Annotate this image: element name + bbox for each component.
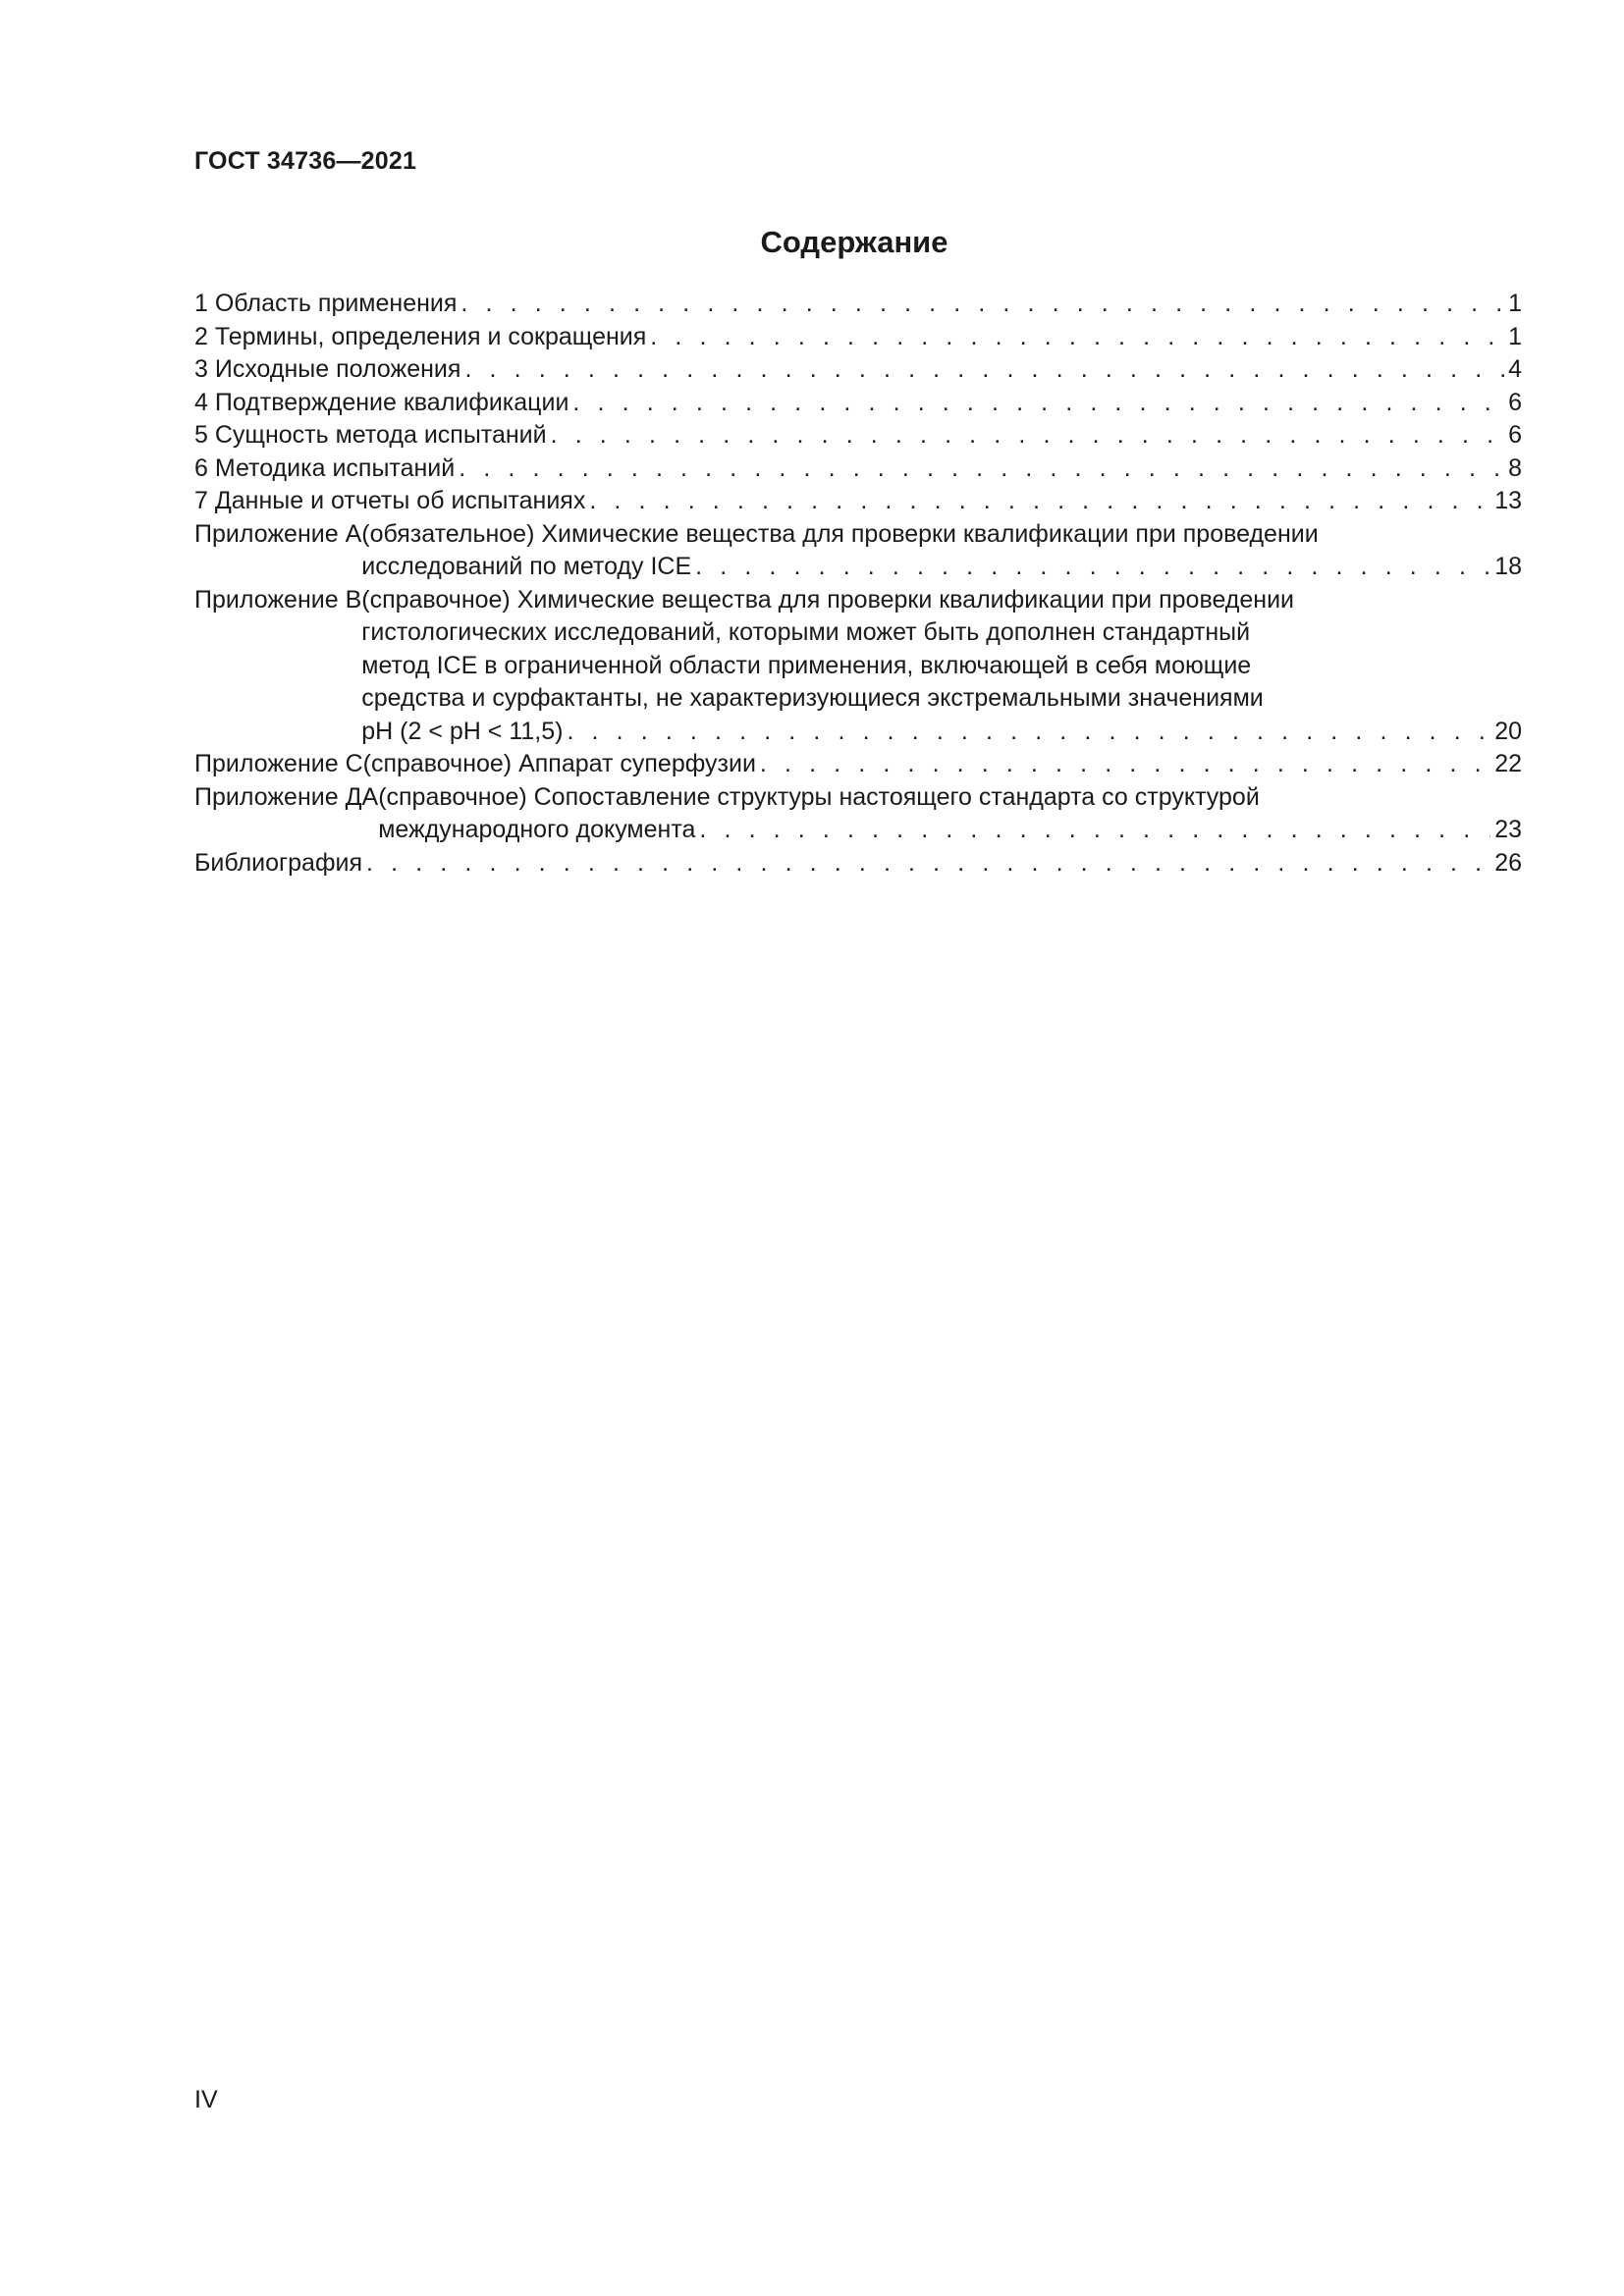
- toc-page-number: 1: [1508, 322, 1522, 350]
- toc-entry-body: [378, 781, 1522, 847]
- toc-entry-body: [194, 353, 1522, 387]
- dot-leader: [460, 288, 1504, 321]
- dot-leader: [567, 716, 1490, 749]
- dot-leader: [459, 453, 1504, 486]
- toc-entry-text: 2 Термины, определения и сокращения: [194, 322, 647, 350]
- toc-entry[interactable]: [194, 518, 1522, 584]
- toc-entry-last-line: [378, 814, 1522, 847]
- toc-entry-text: средства и сурфактанты, не характеризующиеся экстремальными значениями: [361, 684, 1264, 712]
- toc-page-number: 18: [1494, 553, 1522, 580]
- toc-entry-text: исследований по методу ICE: [361, 553, 692, 580]
- toc-entry-text: 3 Исходные положения: [194, 355, 461, 383]
- toc-entry-last-line: [194, 288, 1522, 321]
- toc-entry[interactable]: [194, 847, 1522, 881]
- toc-entry[interactable]: [194, 453, 1522, 486]
- toc-entry[interactable]: [194, 321, 1522, 354]
- toc-entry[interactable]: [194, 584, 1522, 749]
- toc-entry-last-line: [194, 387, 1522, 420]
- toc-entry-body: [194, 419, 1522, 453]
- toc-entry-label: Приложение А: [194, 519, 362, 548]
- toc-entry-text: 6 Методика испытаний: [194, 454, 456, 482]
- toc-entry-last-line: [361, 716, 1522, 749]
- dot-leader: [650, 321, 1504, 354]
- toc-entry-label: Приложение ДА: [194, 782, 379, 811]
- toc-entry-body: [194, 288, 1522, 321]
- toc-entry-last-line: [194, 453, 1522, 486]
- page-folio: IV: [194, 2086, 218, 2113]
- toc-entry-label: Приложение С: [194, 750, 363, 777]
- dot-leader: [464, 353, 1504, 387]
- toc-entry-body: [194, 847, 1522, 881]
- toc-entry-last-line: [194, 419, 1522, 453]
- toc-entry[interactable]: [194, 353, 1522, 387]
- dot-leader: [366, 847, 1490, 881]
- toc-entry[interactable]: [194, 781, 1522, 847]
- toc-entry[interactable]: [194, 387, 1522, 420]
- toc-entry-last-line: [194, 321, 1522, 354]
- toc-page-number: 26: [1494, 848, 1522, 877]
- toc-entry-last-line: [194, 847, 1522, 881]
- toc-page-number: 8: [1508, 454, 1522, 482]
- toc-entry-text: международного документа: [378, 816, 696, 843]
- toc-entry-last-line: [194, 353, 1522, 387]
- toc-entry-body: [361, 518, 1522, 584]
- toc-page-number: 23: [1494, 816, 1522, 843]
- toc-title: Содержание: [760, 225, 948, 259]
- toc-entry-last-line: [194, 485, 1522, 518]
- toc-entry-text: 5 Сущность метода испытаний: [194, 421, 547, 449]
- toc-entry-text: (справочное) Аппарат суперфузии: [362, 750, 756, 777]
- toc-entry-body: [194, 453, 1522, 486]
- toc-entry-text: метод ICE в ограниченной области применения, включающей в себя моющие: [361, 651, 1252, 679]
- toc-entry-text: 7 Данные и отчеты об испытаниях: [194, 487, 586, 514]
- toc-entry-label: Приложение В: [194, 585, 362, 614]
- dot-leader: [695, 551, 1490, 584]
- toc-page-number: 22: [1494, 750, 1522, 777]
- toc-entry-body: [194, 321, 1522, 354]
- toc-entry-body: [194, 387, 1522, 420]
- toc-entry[interactable]: [194, 485, 1522, 518]
- toc-entry-last-line: [363, 748, 1522, 781]
- toc-entry[interactable]: [194, 748, 1522, 781]
- dot-leader: [699, 814, 1490, 847]
- table-of-contents: [194, 288, 1522, 880]
- toc-page-number: 6: [1508, 388, 1522, 416]
- toc-page-number: 6: [1508, 421, 1522, 449]
- toc-entry-text: (справочное) Химические вещества для проверки квалификации при проведении: [361, 585, 1295, 614]
- toc-entry-body: [194, 485, 1522, 518]
- toc-entry[interactable]: [194, 419, 1522, 453]
- toc-page-number: 20: [1494, 717, 1522, 745]
- toc-entry-text: (справочное) Сопоставление структуры настоящего стандарта со структурой: [378, 782, 1260, 811]
- toc-page-number: 4: [1508, 355, 1522, 383]
- toc-page-number: 1: [1508, 290, 1522, 317]
- dot-leader: [551, 419, 1504, 453]
- toc-entry-text: Библиография: [194, 848, 363, 877]
- toc-entry-text: 4 Подтверждение квалификации: [194, 388, 569, 416]
- document-code: ГОСТ 34736—2021: [194, 147, 417, 175]
- toc-entry-body: [363, 748, 1522, 781]
- toc-entry-text: pH (2 < pH < 11,5): [361, 717, 564, 745]
- toc-page-number: 13: [1494, 487, 1522, 514]
- toc-entry[interactable]: [194, 288, 1522, 321]
- toc-entry-text: (обязательное) Химические вещества для проверки квалификации при проведении: [361, 519, 1319, 548]
- dot-leader: [760, 748, 1490, 781]
- toc-entry-text: гистологических исследований, которыми может быть дополнен стандартный: [361, 618, 1251, 646]
- toc-entry-text: 1 Область применения: [194, 290, 458, 317]
- dot-leader: [572, 387, 1504, 420]
- toc-entry-last-line: [361, 551, 1522, 584]
- dot-leader: [589, 485, 1490, 518]
- toc-entry-body: [361, 584, 1522, 749]
